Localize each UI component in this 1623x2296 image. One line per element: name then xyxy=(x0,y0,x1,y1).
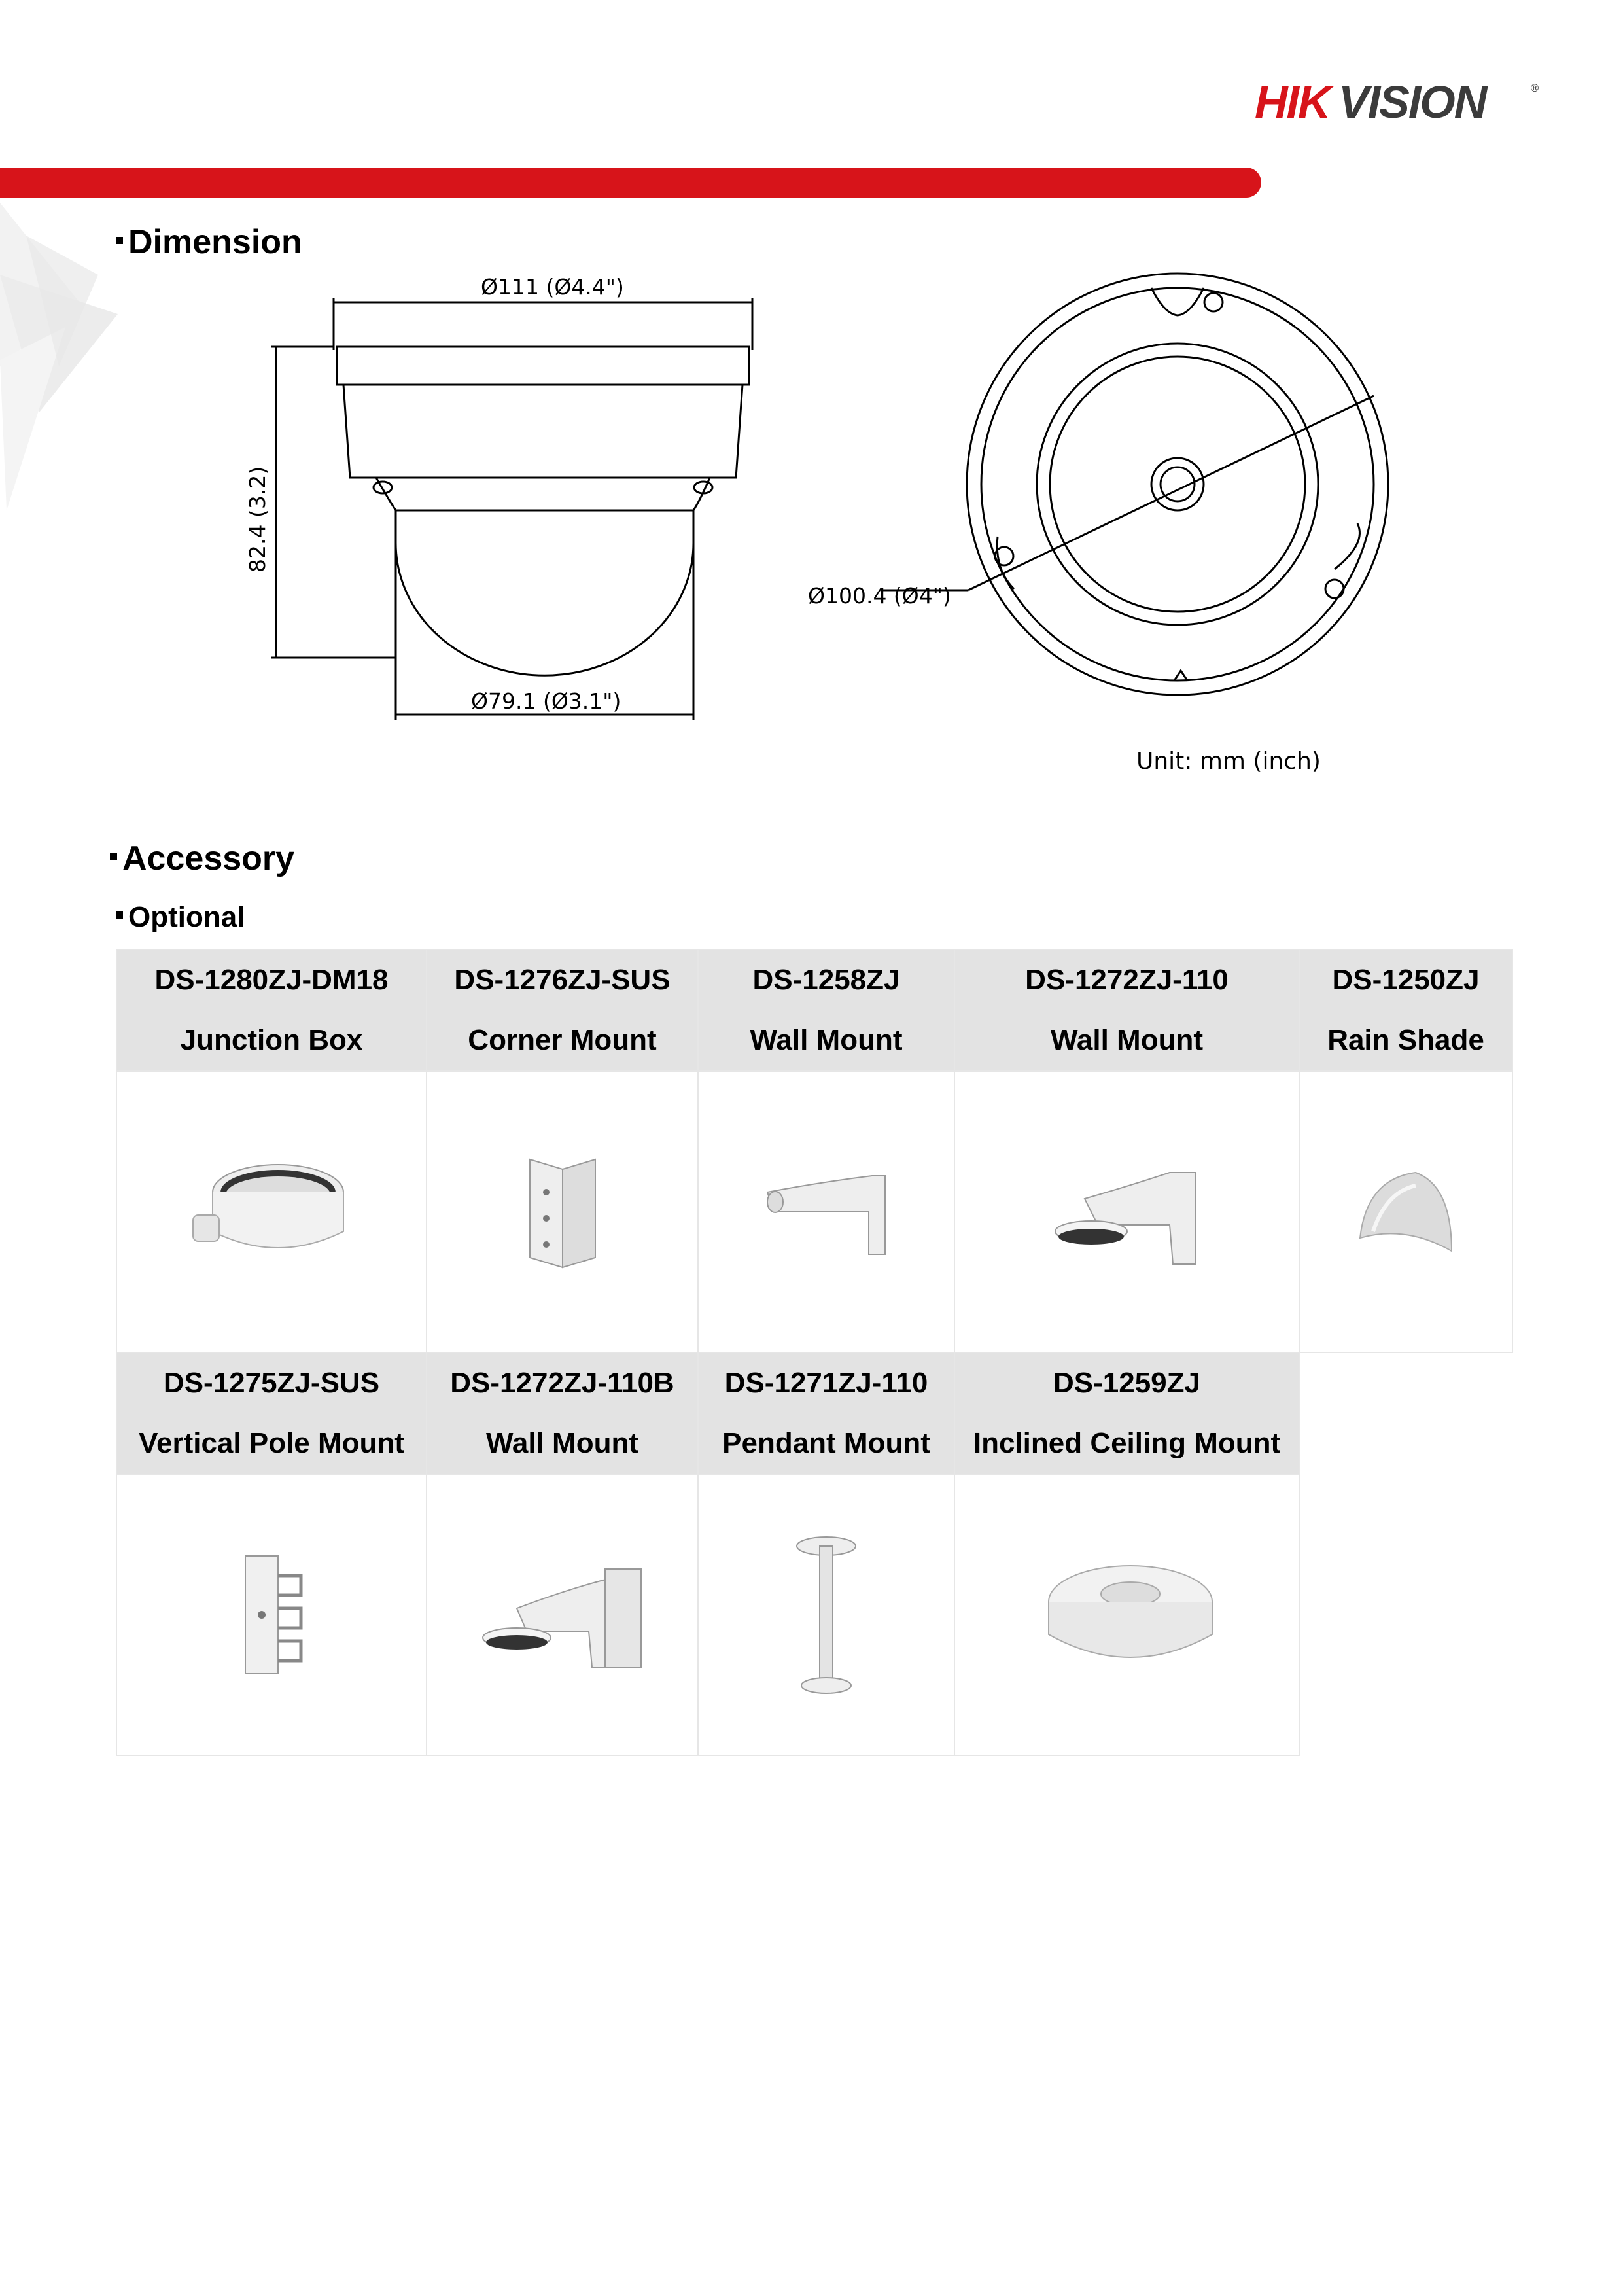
height-label: 82.4 (3.2) xyxy=(245,466,270,573)
svg-text:®: ® xyxy=(1529,82,1540,94)
rain-shade-icon xyxy=(1353,1159,1458,1264)
accessory-header: DS-1259ZJ Inclined Ceiling Mount xyxy=(954,1352,1299,1474)
base-diameter-label: Ø100.4 (Ø4") xyxy=(808,583,951,609)
pendant-mount-icon xyxy=(780,1530,872,1700)
bottom-width-label: Ø79.1 (Ø3.1") xyxy=(471,688,621,714)
accessory-image-cell xyxy=(954,1071,1299,1352)
hikvision-logo xyxy=(1255,77,1543,124)
bullet-icon xyxy=(116,237,123,244)
accessory-image-cell xyxy=(698,1071,954,1352)
accessory-image-cell xyxy=(954,1474,1299,1756)
accessory-header: DS-1275ZJ-SUS Vertical Pole Mount xyxy=(116,1352,427,1474)
accessory-header: DS-1272ZJ-110 Wall Mount xyxy=(954,949,1299,1071)
side-view-drawing xyxy=(236,262,824,759)
accessory-image-cell xyxy=(427,1071,698,1352)
corner-mount-icon xyxy=(517,1153,608,1271)
table-row xyxy=(116,1474,1512,1756)
accessory-image-cell xyxy=(1299,1071,1512,1352)
accessory-header: DS-1272ZJ-110B Wall Mount xyxy=(427,1352,698,1474)
wall-mount-icon xyxy=(761,1166,892,1258)
dimension-heading: Dimension xyxy=(116,225,302,259)
top-width-label: Ø111 (Ø4.4") xyxy=(481,274,624,300)
table-row xyxy=(116,949,1512,1071)
junction-box-icon xyxy=(186,1153,357,1271)
inclined-ceiling-mount-icon xyxy=(1036,1549,1219,1680)
bullet-icon xyxy=(116,911,123,919)
accessory-image-cell xyxy=(427,1474,698,1756)
svg-text:HIK: HIK xyxy=(1255,77,1330,124)
pole-mount-icon xyxy=(226,1549,317,1680)
bullet-icon xyxy=(110,853,117,860)
wall-mount-icon xyxy=(1052,1153,1202,1271)
accessory-table xyxy=(116,949,1513,1756)
accessory-header: DS-1271ZJ-110 Pendant Mount xyxy=(698,1352,954,1474)
empty-cell xyxy=(1299,1474,1512,1756)
accessory-header: DS-1250ZJ Rain Shade xyxy=(1299,949,1512,1071)
optional-subheading: Optional xyxy=(116,903,245,932)
accessory-image-cell xyxy=(116,1071,427,1352)
accessory-image-cell xyxy=(698,1474,954,1756)
table-row xyxy=(116,1352,1512,1474)
header-red-bar xyxy=(0,168,1261,198)
svg-text:VISION: VISION xyxy=(1338,77,1486,124)
accessory-image-cell xyxy=(116,1474,427,1756)
base-view-drawing xyxy=(798,262,1426,733)
table-row xyxy=(116,1071,1512,1352)
accessory-header: DS-1280ZJ-DM18 Junction Box xyxy=(116,949,427,1071)
wall-mount-icon xyxy=(478,1549,648,1680)
accessory-heading: Accessory xyxy=(110,841,294,875)
empty-cell xyxy=(1299,1352,1512,1474)
unit-note: Unit: mm (inch) xyxy=(1136,748,1321,775)
accessory-header: DS-1276ZJ-SUS Corner Mount xyxy=(427,949,698,1071)
accessory-header: DS-1258ZJ Wall Mount xyxy=(698,949,954,1071)
decorative-shards xyxy=(0,196,124,523)
